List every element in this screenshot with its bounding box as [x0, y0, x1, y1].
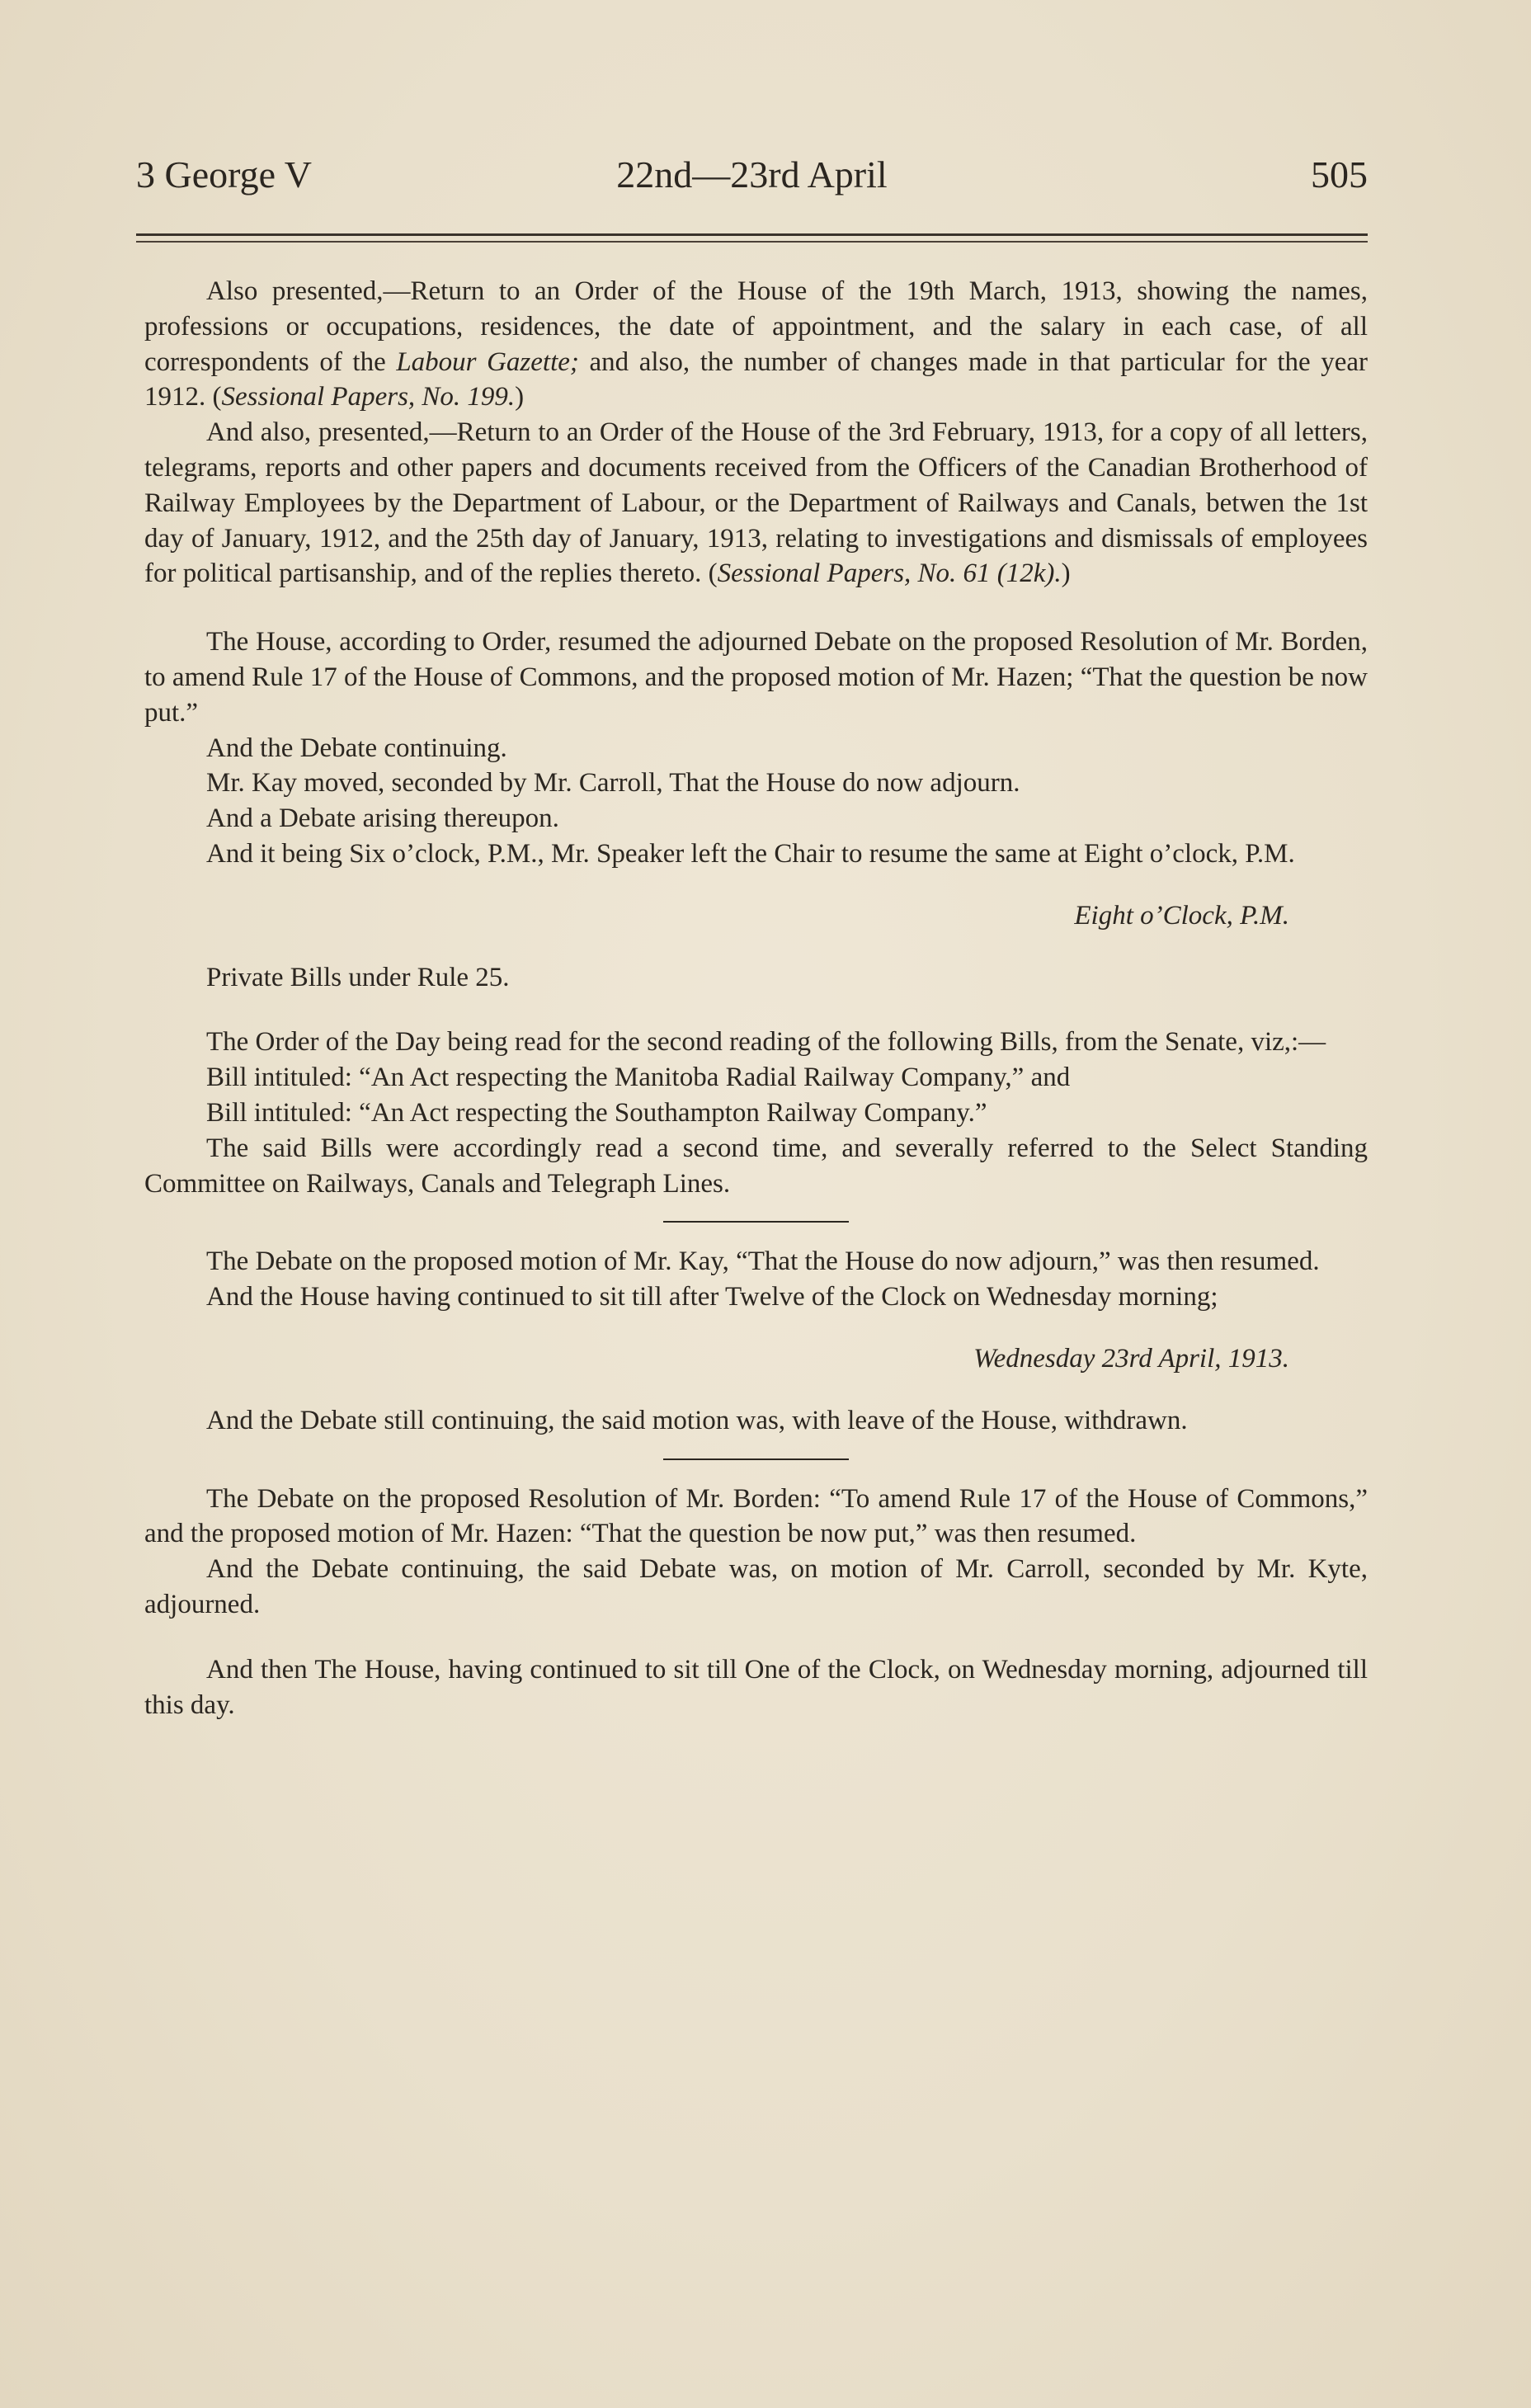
time-heading: Eight o’Clock, P.M. [1074, 900, 1289, 931]
paragraph-borden-debate-resumed: The Debate on the proposed Resolution of Mr. Borden: “To amend Rule 17 of the House of Commons,” and the proposed motion of Mr. Hazen: “That the question be now put,” was then resumed. [144, 1483, 1368, 1549]
paragraph-debate-resumed: The House, according to Order, resumed the adjourned Debate on the proposed Resolution of Mr. Borden, to amend Rule 17 of the House of Commons, and the proposed motion of Mr. Hazen; “That the question be now put.” [144, 627, 1368, 728]
header-regnal-year: 3 George V [136, 153, 312, 196]
page-body [144, 274, 1368, 1722]
paragraph-private-bills: Private Bills under Rule 25. [206, 962, 510, 992]
paragraph-bill-manitoba: Bill intituled: “An Act respecting the Manitoba Radial Railway Company,” and [206, 1063, 1071, 1093]
header-rule-thick [136, 233, 1368, 236]
paragraph-kay-debate-resumed: The Debate on the proposed motion of Mr. Kay, “That the House do now adjourn,” was then resumed. [206, 1246, 1320, 1277]
italic-sessional-paper-ref: Sessional Papers, No. 61 (12k). [717, 558, 1062, 589]
paragraph-motion-withdrawn: And the Debate still continuing, the said motion was, with leave of the House, withdrawn. [206, 1405, 1188, 1435]
paragraph-return-railway-employees: And also, presented,—Return to an Order of the House of the 3rd February, 1913, for a copy of all letters, telegrams, reports and other papers and documents received from the Officers of the Canadian Brotherhood of Railway Employees by the Department of Labour, or the Department of Railways and Canals, betwen the 1st day of January, 1912, and the 25th day of January, 1913, relating to investigations and dismissals of employees for political partisanship, and of the replies thereto. (Sessional Papers, No. 61 (12k).) [144, 417, 1368, 589]
paragraph-house-adjourned: And then The House, having continued to sit till One of the Clock, on Wednesday morning, adjourned till this day. [144, 1654, 1368, 1720]
paragraph-bills-referred: The said Bills were accordingly read a second time, and severally referred to the Select Standing Committee on Railways, Canals and Telegraph Lines. [144, 1133, 1368, 1199]
paragraph-debate-arising: And a Debate arising thereupon. [206, 803, 559, 834]
paragraph-order-of-day: The Order of the Day being read for the second reading of the following Bills, from the Senate, viz,:— [206, 1027, 1326, 1058]
section-divider [663, 1458, 849, 1460]
header-rule-thin [136, 241, 1368, 243]
section-divider [663, 1221, 849, 1223]
date-heading: Wednesday 23rd April, 1913. [973, 1343, 1289, 1374]
paragraph-debate-continuing: And the Debate continuing. [206, 733, 507, 763]
paragraph-kay-motion: Mr. Kay moved, seconded by Mr. Carroll, That the House do now adjourn. [206, 768, 1020, 799]
italic-sessional-paper-ref: Sessional Papers, No. 199. [221, 382, 516, 412]
paragraph-six-oclock: And it being Six o’clock, P.M., Mr. Speaker left the Chair to resume the same at Eight o’clock, P.M. [206, 838, 1295, 869]
page-number: 505 [1311, 153, 1368, 196]
header-dates: 22nd—23rd April [616, 153, 888, 196]
paragraph-sat-past-twelve: And the House having continued to sit till after Twelve of the Clock on Wednesday morning; [206, 1282, 1218, 1312]
paragraph-bill-southampton: Bill intituled: “An Act respecting the Southampton Railway Company.” [206, 1097, 987, 1128]
italic-labour-gazette: Labour Gazette; [396, 346, 579, 377]
paragraph-debate-adjourned: And the Debate continuing, the said Debate was, on motion of Mr. Carroll, seconded by Mr. Kyte, adjourned. [144, 1554, 1368, 1619]
page-header [136, 153, 1368, 202]
paragraph-return-labour-gazette: Also presented,—Return to an Order of the House of the 19th March, 1913, showing the names, professions or occupations, residences, the date of appointment, and the salary in each case, of all correspondents of the Labour Gazette; and also, the number of changes made in that particular for the year 1912. (Sessional Papers, No. 199.) [144, 276, 1368, 412]
